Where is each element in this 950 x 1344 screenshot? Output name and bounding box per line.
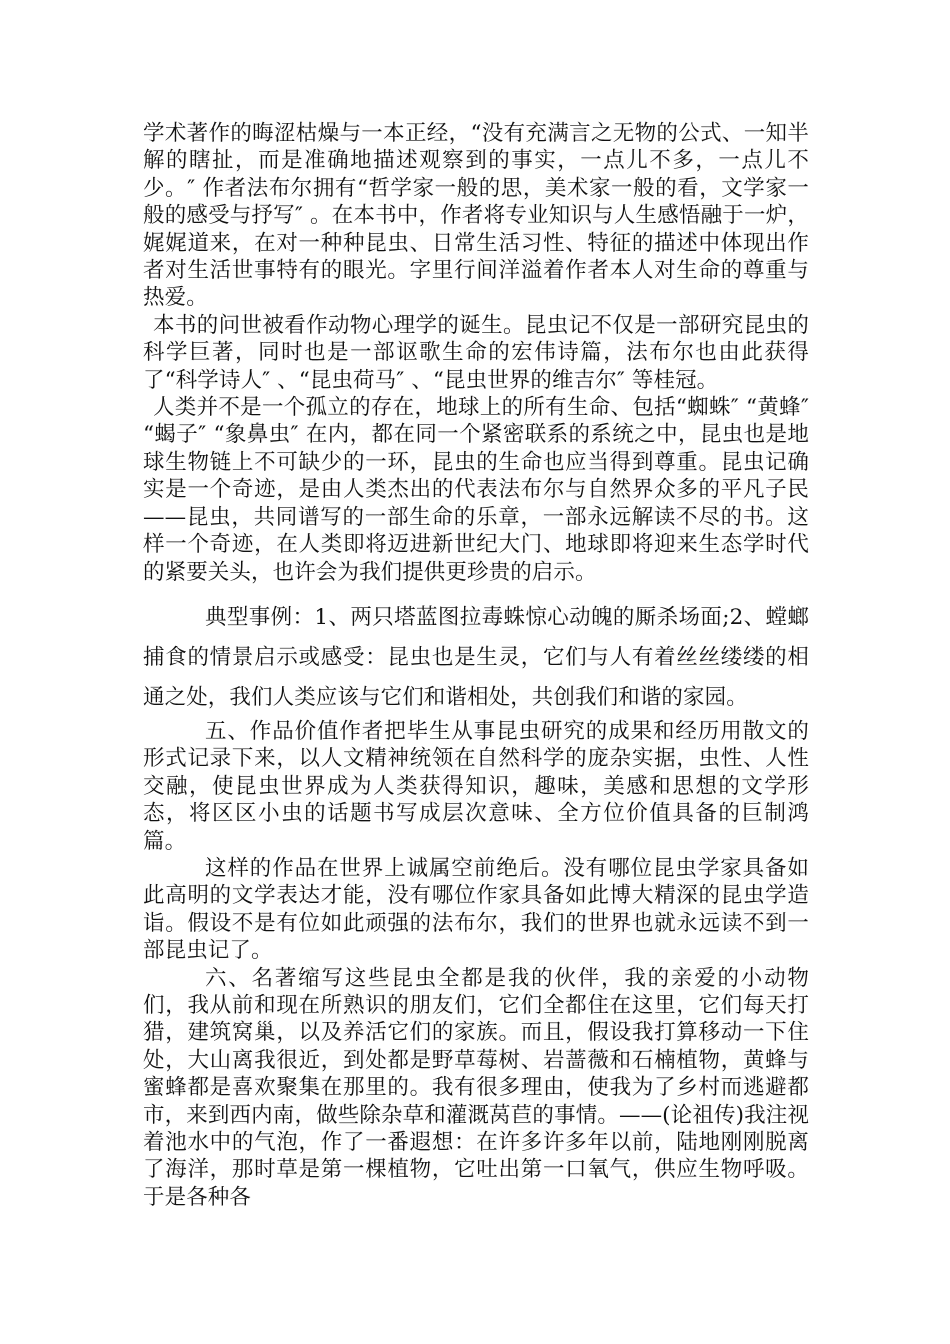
paragraph-human-and-insects: 人类并不是一个孤立的存在，地球上的所有生命、包括“蜘蛛″ “黄蜂″ “蝎子″ “象鼻虫″ 在内，都在同一个紧密联系的系统之中，昆虫也是地球生物链上不可缺少的一环，昆虫的生命也应当得到尊重。昆虫记确实是一个奇迹，是由人类杰出的代表法布尔与自然界众多的平凡子民——昆虫，共同谱写的一部生命的乐章，一部永远解读不尽的书。这样一个奇迹，在人类即将迈进新世纪大门、地球即将迎来生态学时代的紧要关头，也许会为我们提供更珍贵的启示。: [143, 395, 809, 585]
paragraph-typical-examples: 典型事例：1、两只塔蓝图拉毒蛛惊心动魄的厮杀场面;2、螳螂捕食的情景启示或感受：昆虫也是生灵，它们与人有着丝丝缕缕的相通之处，我们人类应该与它们和谐相处，共创我们和谐的家园。: [143, 604, 809, 710]
paragraph-unprecedented: 这样的作品在世界上诚属空前绝后。没有哪位昆虫学家具备如此高明的文学表达才能，没有哪位作家具备如此博大精深的昆虫学造诣。假设不是有位如此顽强的法布尔，我们的世界也就永远读不到一部昆虫记了。: [143, 855, 809, 964]
document-page: [143, 120, 809, 1211]
paragraph-animal-psychology: 本书的问世被看作动物心理学的诞生。昆虫记不仅是一部研究昆虫的科学巨著，同时也是一部讴歌生命的宏伟诗篇，法布尔也由此获得了“科学诗人″ 、“昆虫荷马″ 、“昆虫世界的维吉尔″ 等桂冠。: [143, 312, 809, 393]
paragraph-preface-praise: 学术著作的晦涩枯燥与一本正经，“没有充满言之无物的公式、一知半解的瞎扯，而是准确地描述观察到的事实，一点儿不多，一点儿不少。″ 作者法布尔拥有“哲学家一般的思，美术家一般的看，文学家一般的感受与抒写″ 。在本书中，作者将专业知识与人生感悟融于一炉，娓娓道来，在对一种种昆虫、日常生活习性、特征的描述中体现出作者对生活世事特有的眼光。字里行间洋溢着作者本人对生命的尊重与热爱。: [143, 121, 809, 311]
paragraph-work-value: 五、作品价值作者把毕生从事昆虫研究的成果和经历用散文的形式记录下来，以人文精神统领在自然科学的庞杂实据，虫性、人性交融，使昆虫世界成为人类获得知识，趣味，美感和思想的文学形态，将区区小虫的话题书写成层次意味、全方位价值具备的巨制鸿篇。: [143, 718, 809, 854]
paragraph-summary: 六、名著缩写这些昆虫全都是我的伙伴，我的亲爱的小动物们，我从前和现在所熟识的朋友们，它们全都住在这里，它们每天打猎，建筑窝巢，以及养活它们的家族。而且，假设我打算移动一下住处，大山离我很近，到处都是野草莓树、岩蔷薇和石楠植物，黄蜂与蜜蜂都是喜欢聚集在那里的。我有很多理由，使我为了乡村而逃避都市，来到西内南，做些除杂草和灌溉莴苣的事情。——(论祖传)我注视着池水中的气泡，作了一番遐想：在许多许多年以前，陆地刚刚脱离了海洋，那时草是第一棵植物，它吐出第一口氧气，供应生物呼吸。于是各种各: [143, 965, 809, 1210]
